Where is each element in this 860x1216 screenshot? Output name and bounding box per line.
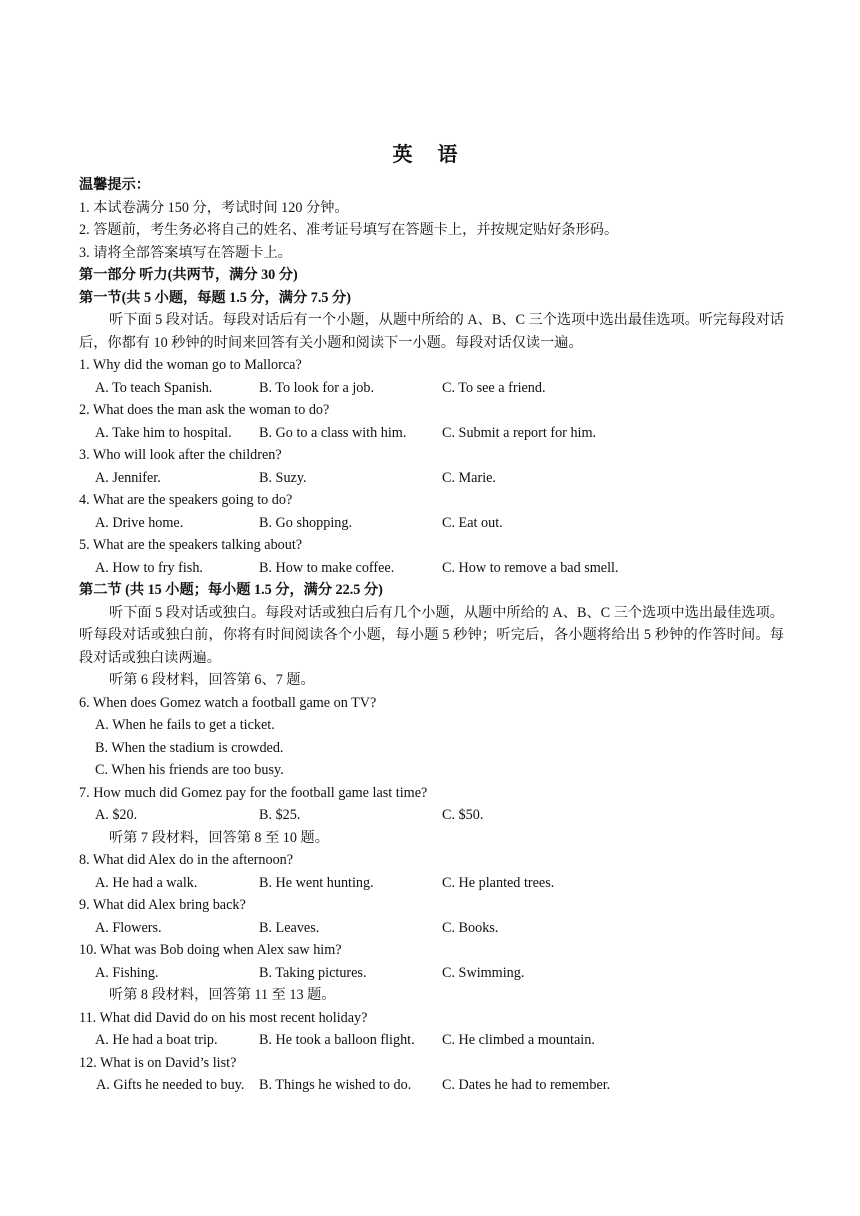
section2-heading: 第二节 (共 15 小题；每小题 1.5 分，满分 22.5 分) (79, 582, 383, 598)
option-c: C. How to remove a bad smell. (442, 559, 619, 576)
option-a: A. When he fails to get a ticket. (95, 717, 275, 733)
options-12 (79, 1074, 784, 1097)
tips-heading: 温馨提示： (79, 177, 150, 193)
option-b: B. To look for a job. (259, 379, 374, 396)
option-b: B. Suzy. (259, 469, 307, 486)
option-c: C. Marie. (442, 469, 496, 486)
page-title: 英 语 (392, 144, 468, 166)
option-a: A. Take him to hospital. (95, 424, 232, 441)
option-a: A. He had a boat trip. (95, 1032, 218, 1048)
option-a: A. He had a walk. (95, 874, 198, 891)
question-8: 8. What did Alex do in the afternoon? (79, 852, 294, 868)
option-b: B. Go to a class with him. (259, 424, 407, 441)
options-11 (79, 1029, 784, 1052)
section1-instructions: 听下面 5 段对话。每段对话后有一个小题，从题中所给的 A、B、C 三个选项中选出最佳选项。听完每段对话后，你都有 10 秒钟的时间来回答有关小题和阅读下一小题。每段对话仅读一遍。 (79, 312, 784, 351)
option-c: C. $50. (442, 807, 484, 823)
question-11: 11. What did David do on his most recent holiday? (79, 1009, 368, 1026)
option-b: B. How to make coffee. (259, 559, 395, 576)
question-12: 12. What is on David’s list? (79, 1054, 237, 1071)
options-8 (79, 872, 784, 895)
question-7: 7. How much did Gomez pay for the football game last time? (79, 784, 428, 801)
options-7 (79, 804, 784, 827)
question-5: 5. What are the speakers talking about? (79, 537, 303, 553)
option-a: A. $20. (95, 807, 138, 823)
option-b: B. He went hunting. (259, 874, 374, 891)
option-c: C. To see a friend. (442, 379, 546, 396)
option-a: A. To teach Spanish. (95, 379, 213, 396)
question-6: 6. When does Gomez watch a football game on TV? (79, 694, 377, 711)
material-8-note: 听第 8 段材料，回答第 11 至 13 题。 (109, 987, 336, 1003)
tip-item: 2. 答题前，考生务必将自己的姓名、准考证号填写在答题卡上，并按规定贴好条形码。 (79, 222, 619, 238)
options-10 (79, 962, 784, 985)
option-c: C. He planted trees. (442, 874, 555, 891)
option-b: B. $25. (259, 807, 301, 823)
option-b: B. When the stadium is crowded. (95, 739, 284, 756)
part1-heading: 第一部分 听力(共两节，满分 30 分) (79, 267, 298, 283)
options-2 (79, 422, 784, 445)
options-3 (79, 467, 784, 490)
option-c: C. When his friends are too busy. (95, 762, 284, 778)
section2-instructions: 听下面 5 段对话或独白。每段对话或独白后有几个小题，从题中所给的 A、B、C 三个选项中选出最佳选项。听每段对话或独白前，你将有时间阅读各个小题，每小题 5 秒钟；听完后，各小题将给出 5 秒钟的作答时间。每段对话或独白读两遍。 (79, 604, 784, 666)
options-5 (79, 557, 784, 580)
question-4: 4. What are the speakers going to do? (79, 492, 293, 508)
option-b: B. Leaves. (259, 919, 320, 936)
option-c: C. Dates he had to remember. (442, 1077, 611, 1093)
option-b: B. Go shopping. (259, 514, 353, 531)
option-b: B. He took a balloon flight. (259, 1032, 415, 1048)
tip-item: 3. 请将全部答案填写在答题卡上。 (79, 244, 292, 261)
option-a: A. How to fry fish. (95, 559, 203, 576)
option-a: A. Jennifer. (95, 469, 161, 486)
option-b: B. Taking pictures. (259, 964, 367, 981)
question-1: 1. Why did the woman go to Mallorca? (79, 357, 302, 373)
option-a: A. Gifts he needed to buy. (96, 1077, 245, 1093)
options-1 (79, 377, 784, 400)
question-9: 9. What did Alex bring back? (79, 897, 246, 913)
material-7-note: 听第 7 段材料，回答第 8 至 10 题。 (109, 829, 329, 846)
exam-content (79, 174, 784, 1097)
question-2: 2. What does the man ask the woman to do? (79, 402, 330, 418)
option-c: C. Eat out. (442, 514, 503, 531)
tip-item: 1. 本试卷满分 150 分，考试时间 120 分钟。 (79, 199, 349, 216)
material-6-note: 听第 6 段材料，回答第 6、7 题。 (109, 672, 315, 688)
option-b: B. Things he wished to do. (259, 1077, 412, 1093)
section1-heading: 第一节(共 5 小题，每题 1.5 分，满分 7.5 分) (79, 289, 351, 306)
option-a: A. Flowers. (95, 919, 162, 936)
option-a: A. Fishing. (95, 964, 159, 981)
options-4 (79, 512, 784, 535)
option-c: C. He climbed a mountain. (442, 1032, 595, 1048)
option-a: A. Drive home. (95, 514, 184, 531)
option-c: C. Submit a report for him. (442, 424, 597, 441)
question-3: 3. Who will look after the children? (79, 447, 282, 463)
option-c: C. Books. (442, 919, 499, 936)
question-10: 10. What was Bob doing when Alex saw him? (79, 942, 342, 958)
options-9 (79, 917, 784, 940)
option-c: C. Swimming. (442, 964, 525, 981)
